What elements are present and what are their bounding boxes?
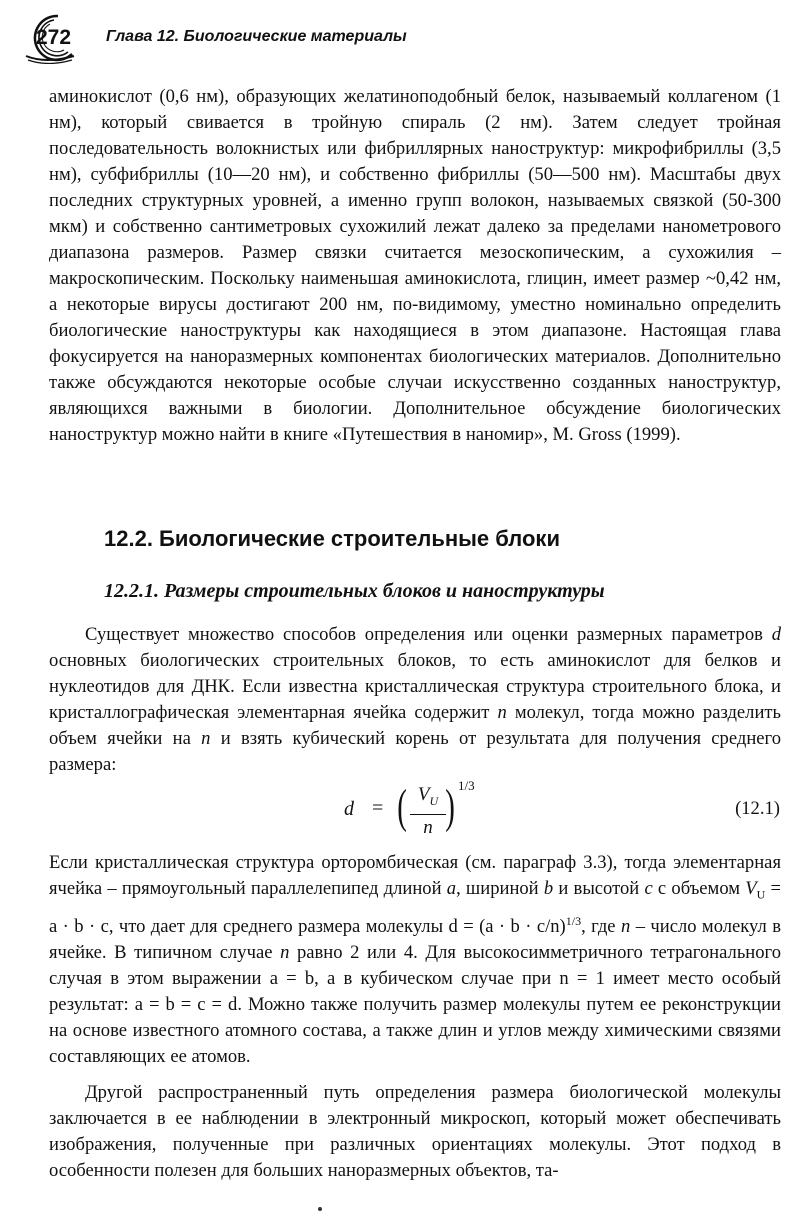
equation-equals: =: [372, 797, 384, 819]
paragraph-intro: аминокислот (0,6 нм), образующих желатиноподобный белок, называемый коллагеном (1 нм), который свивается в тройную спираль (2 нм). Затем следует тройная последовательность волокнистых или фибриллярных наноструктур: микрофибриллы (3,5 нм), субфибриллы (10—20 нм), и собственно фибриллы (50—500 нм). Масштабы двух последних структурных уровней, а именно групп волокон, называемых связкой (50-300 мкм) и собственно сантиметровых сухожилий лежат далеко за пределами нанометрового диапазона размеров. Размер связки считается мезоскопическим, а сухожилия – макроскопическим. Поскольку наименьшая аминокислота, глицин, имеет размер ~0,42 нм, а некоторые вирусы достигают 200 нм, по-видимому, уместно номинально определить биологические наноструктуры как находящиеся в этом диапазоне. Настоящая глава фокусируется на наноразмерных компонентах биологических материалов. Дополнительно также обсуждаются некоторые особые случаи искусственно созданных наноструктур, являющихся важными в биологии. Дополнительное обсуждение биологических наноструктур можно найти в книге «Путешествия в наномир», M. Gross (1999).: [49, 86, 781, 445]
page-number: 272: [36, 26, 72, 49]
left-paren: (: [397, 780, 407, 833]
running-title: Глава 12. Биологические материалы: [106, 28, 407, 45]
right-paren: ): [445, 780, 455, 833]
equation-lhs: d: [344, 798, 354, 820]
subsection-title: 12.2.1. Размеры строительных блоков и наноструктуры: [104, 580, 605, 602]
page-number-badge: [20, 12, 80, 64]
equation-exponent: 1/3: [458, 778, 475, 793]
section-title: 12.2. Биологические строительные блоки: [104, 526, 560, 551]
paragraph-orthorhombic: Если кристаллическая структура орторомбическая (см. параграф 3.3), тогда элементарная ячейка – прямоугольный параллелепипед длиной a, шириной b и высотой c с объемом $V_U = a \cdot b \cdot c$, что дает для среднего размера молекулы $d = (a \cdot b \cdot c/n)^{1/3}$, где n – число молекул в ячейке. В типичном случае n равно 2 или 4. Для высокосимметричного тетрагонального случая в этом выражении a = b, а в кубическом случае при n = 1 имеет место особый результат: a = b = c = d. Можно также получить размер молекулы путем ее реконструкции на основе известного атомного состава, а также длин и углов между химическими связями составляющих ее атомов.: [49, 852, 782, 1067]
fraction-numerator: $V_U$: [417, 784, 439, 808]
paragraph-size-methods: Существует множество способов определения или оценки размерных параметров d основных биологических строительных блоков, то есть аминокислот для белков и нуклеотидов для ДНК. Если известна кристаллическая структура строительного блока, и кристаллографическая элементарная ячейка содержит n молекул, тогда можно разделить объем ячейки на n и взять кубический корень от результата для получения среднего размера:: [49, 624, 782, 775]
equation-12-1: [340, 778, 780, 840]
paragraph-electron-microscopy: Другой распространенный путь определения размера биологической молекулы заключается в ее наблюдении в электронный микроскоп, который может обеспечивать изображения, полученные при различных ориентациях молекулы. Этот подход в особенности полезен для больших наноразмерных объектов, та-: [49, 1082, 781, 1181]
fraction-bar: [410, 814, 446, 815]
equation-number: (12.1): [735, 798, 780, 819]
fraction: [410, 784, 446, 839]
page-header: [20, 8, 780, 66]
print-mark: [318, 1207, 322, 1211]
fraction-denominator: n: [423, 816, 433, 838]
